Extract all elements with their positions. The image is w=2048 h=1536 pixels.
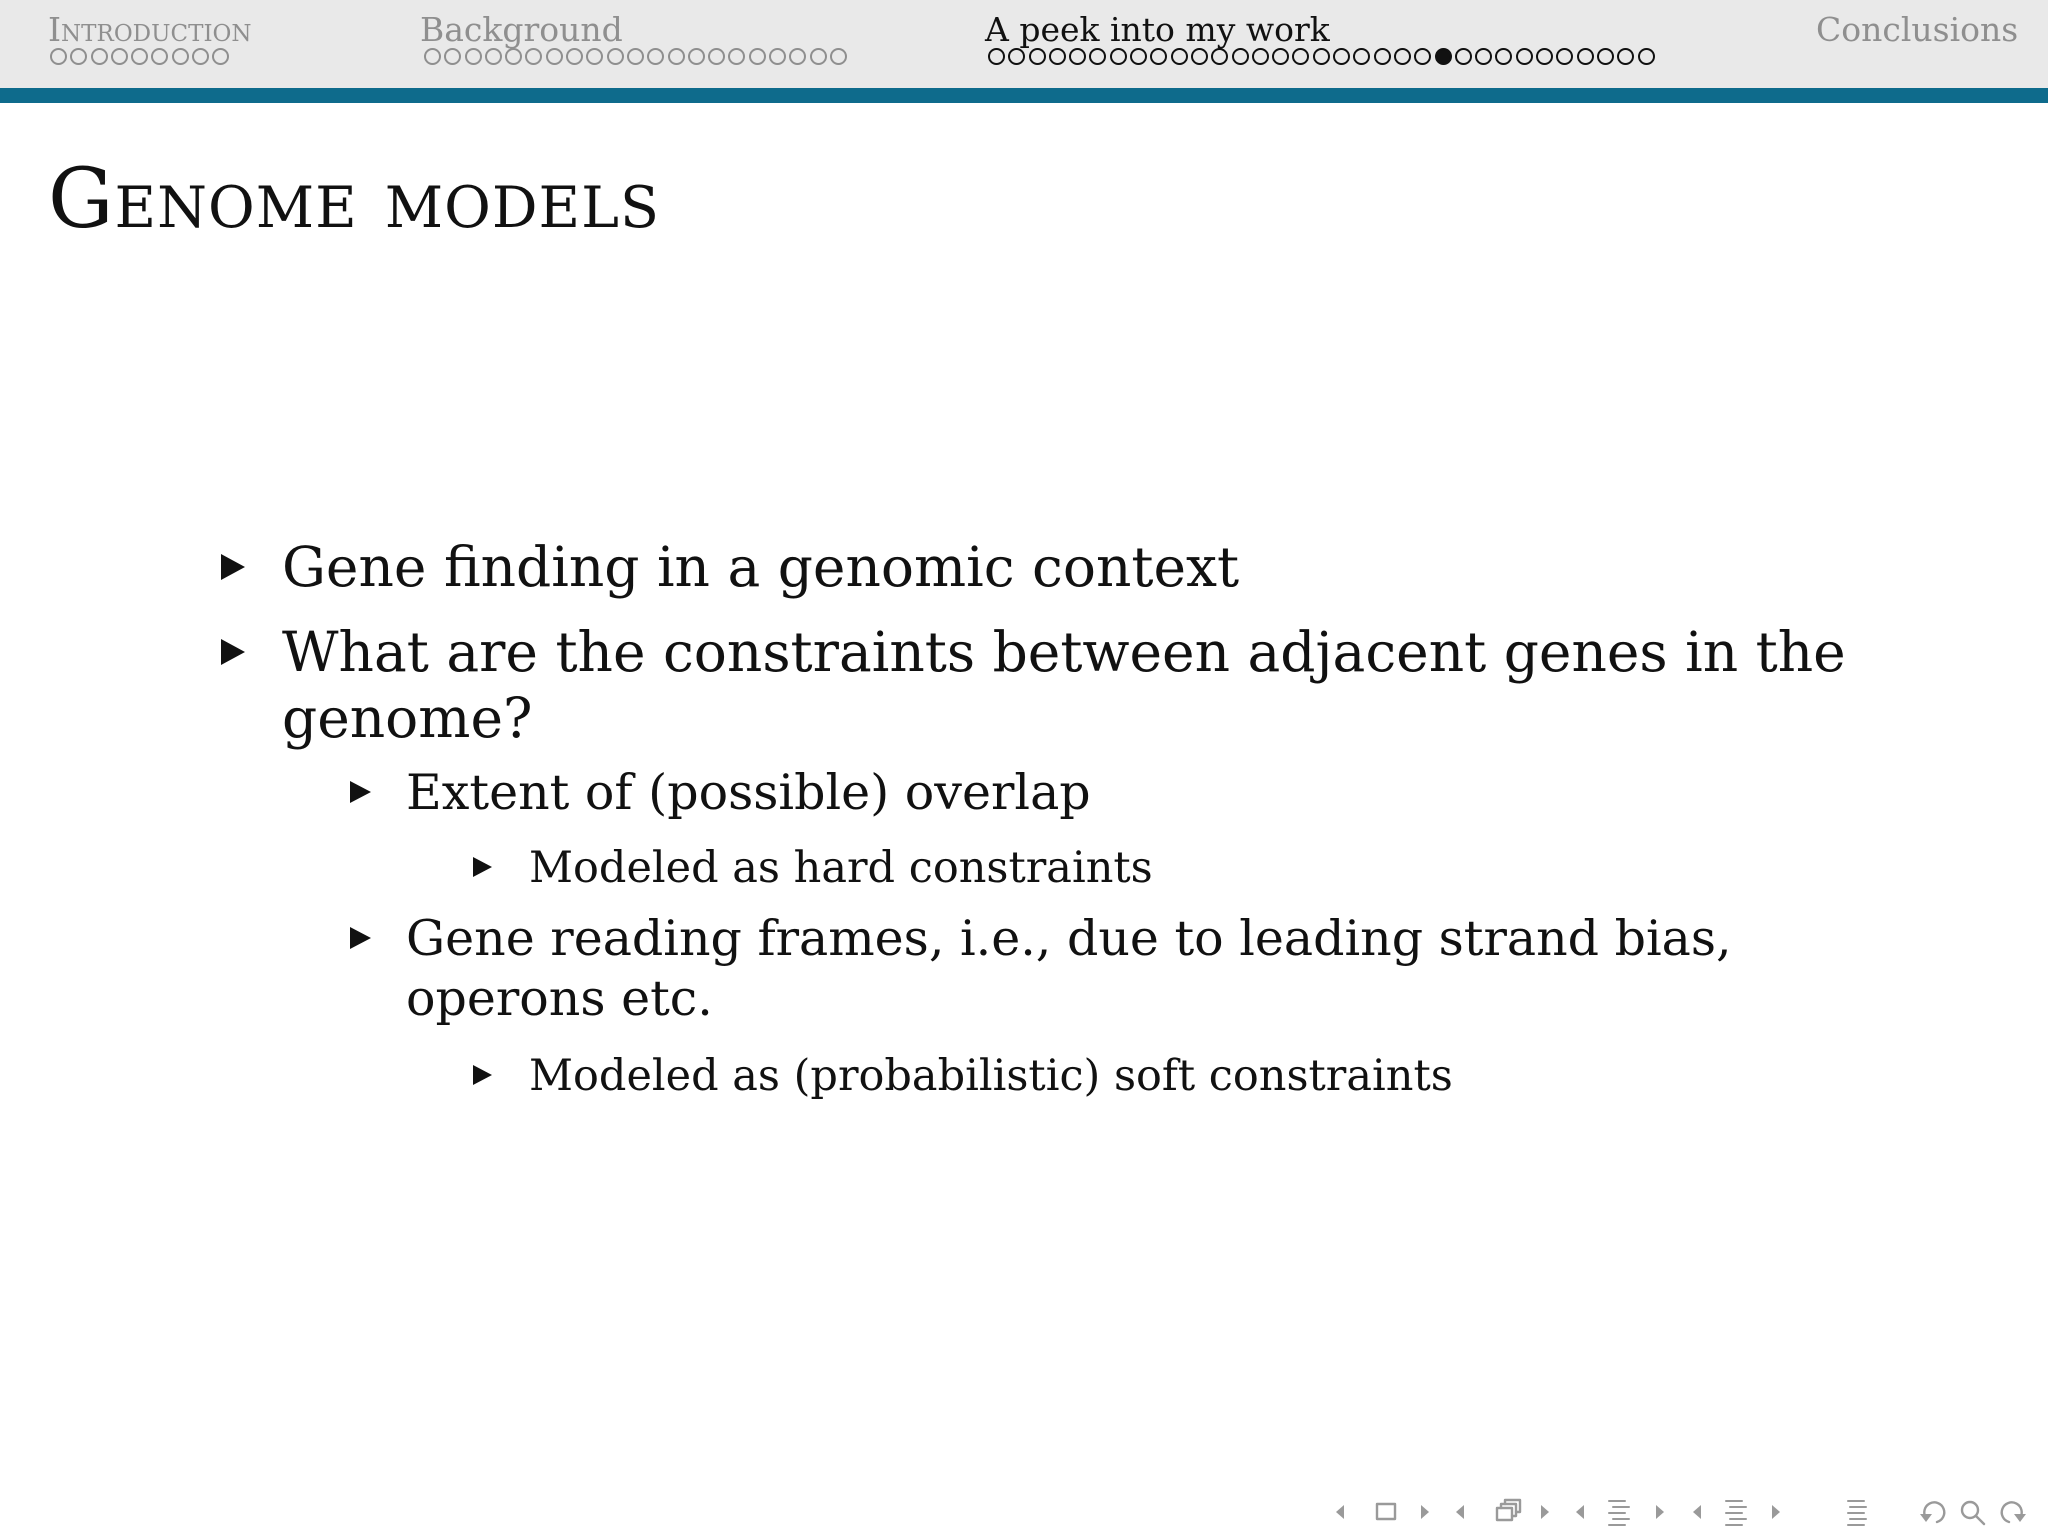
bullet-triangle-icon: [350, 927, 371, 949]
list-item-text: Gene finding in a genomic context: [282, 535, 1240, 599]
list-item: [282, 534, 1239, 600]
list-item-text: What are the constraints between adjacent genes in the: [282, 620, 1846, 684]
list-item: [406, 908, 1732, 1030]
nav-section-title[interactable]: Background: [420, 10, 623, 49]
next-subsection-arrow-icon[interactable]: [1656, 1505, 1664, 1519]
nav-section-title[interactable]: A peek into my work: [985, 10, 1330, 49]
bullet-triangle-icon: [221, 554, 245, 580]
next-section-arrow-icon[interactable]: [1772, 1505, 1780, 1519]
list-item: [529, 841, 1153, 895]
list-item-text: Extent of (possible) overlap: [406, 764, 1091, 821]
bullet-triangle-icon: [350, 781, 371, 803]
prev-subsection-arrow-icon[interactable]: [1576, 1505, 1584, 1519]
bullet-triangle-icon: [221, 639, 245, 665]
prev-section-arrow-icon[interactable]: [1693, 1505, 1701, 1519]
bullet-triangle-icon: [473, 857, 492, 877]
subsection-icon[interactable]: [1609, 1501, 1629, 1525]
slide-icon[interactable]: [1377, 1504, 1395, 1519]
list-item: [406, 762, 1091, 824]
list-item: [529, 1049, 1453, 1103]
frame-icon[interactable]: [1497, 1500, 1520, 1520]
list-item-text: Modeled as (probabilistic) soft constraints: [529, 1051, 1453, 1101]
list-item-text: Gene reading frames, i.e., due to leading strand bias,: [406, 910, 1732, 967]
beamer-navigation-symbols: [1320, 1488, 2040, 1528]
nav-section-title[interactable]: Introduction: [48, 10, 252, 49]
section-icon[interactable]: [1726, 1501, 1746, 1525]
next-frame-arrow-icon[interactable]: [1541, 1505, 1549, 1519]
bullet-triangle-icon: [473, 1065, 492, 1085]
list-item: [282, 619, 1846, 751]
nav-symbols-svg: [1320, 1488, 2040, 1528]
nav-section-title[interactable]: Conclusions: [1816, 10, 2019, 49]
forward-icon[interactable]: [2002, 1502, 2026, 1522]
list-item-text: operons etc.: [406, 970, 713, 1027]
back-icon[interactable]: [1920, 1502, 1944, 1522]
next-slide-arrow-icon[interactable]: [1421, 1505, 1429, 1519]
prev-frame-arrow-icon[interactable]: [1456, 1505, 1464, 1519]
list-item-text: Modeled as hard constraints: [529, 843, 1153, 893]
frame-title: Genome models: [48, 152, 661, 247]
search-icon[interactable]: [1962, 1502, 1984, 1524]
appendix-icon[interactable]: [1848, 1501, 1866, 1525]
list-item-text: genome?: [282, 686, 533, 750]
prev-slide-arrow-icon[interactable]: [1336, 1505, 1344, 1519]
